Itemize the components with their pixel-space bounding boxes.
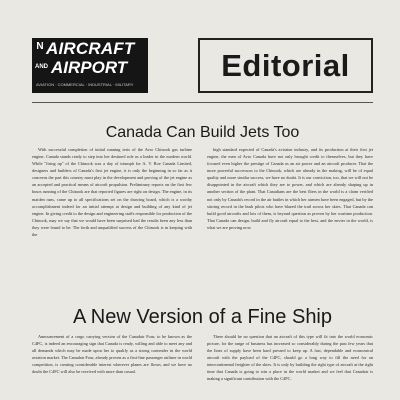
article1-left-column	[32, 146, 192, 296]
section-title: Editorial	[221, 47, 350, 83]
article2-left-column	[32, 333, 192, 397]
article2-left-text: Announcement of a cargo carrying version of the Canadair Four, to be known as the C4FC, is indeed an encouraging sign that Canada is ready, willing and able to meet any and all demands which may be made upon her to qualify as a strong contender in the world aviation market. The Canadair Four, already proven as a first-line passenger airliner in world competition, is creating considerable interest wherever planes are flown, and we have no doubt the C4FC will also be received with more than casual.	[32, 334, 192, 375]
section-title-box	[198, 38, 373, 93]
masthead-tagline: AVIATION · COMMERCIAL · INDUSTRIAL · MILITARY	[36, 82, 134, 87]
logo-prefix: N	[36, 41, 44, 52]
header-divider	[32, 102, 373, 103]
masthead-title-line1: AIRCRAFT	[46, 39, 135, 58]
article1-headline: Canada Can Build Jets Too	[105, 124, 300, 141]
article2-headline: A New Version of a Fine Ship	[72, 306, 333, 328]
article2-right-text: There should be no question that an aircraft of this type will fit into the world economic picture, for the range of business has increased so considerably during the past few years that the lines of supply have been hard pressed to keep up. A fast, dependable and economical aircraft with the payload of the C4FC, should go a long way to fill the need for an intercontinental freighter of the skies. It is only by building the right type of aircraft at the right time that Canada is going to win a place in the world market and we feel that Canadair is making a significant contribution with the C4FC.	[207, 334, 373, 382]
masthead-title-line2: AIRPORT	[51, 58, 128, 77]
masthead-title-and: AND	[35, 64, 48, 70]
masthead-logo	[32, 38, 148, 93]
article1-right-text: high standard expected of Canada's aviation industry, and its production at their first jet engine, the men of Avro Canada have not only brought credit to themselves, but they have focused even higher the prestige of Canada as an air power and an aircraft producer. That the more powerful successors to the Chinook, which are already in the making, will be of equal quality and more similar success, we have no doubt. It is our conviction, too, that we will not be disappointed in the aircraft which they are to power, and which are already shaping up in another section of the plant. That Canadians are the best fliers in the world is a claim verified not only by Canada's record in the air battles in which her airmen have been engaged, but by the stirring record in the bush pilots who have blazed the trail across her skies. That Canada can build good aircrafts and lots of them, is beyond question as proven by her wartime production. That Canada can design, build and fly aircraft equal to the best, and the envier in the world, is what we are proving now.	[207, 147, 373, 230]
article2-right-column	[207, 333, 373, 397]
article1-right-column	[207, 146, 373, 296]
article1-left-text: With successful completion of initial running tests of the Avro Chinook gas turbine engine, Canada stands ready to step into her destined role as a leader in the modern world. While "firing up" of the Chinook was a day of triumph for A. V. Roe Canada Limited, designers and builders of Canada's first jet engine, it is only the beginning in so far as it concerns the part this country must play in the development and proving of the jet engine as an accepted and practical means of aircraft propulsion. Preliminary reports on the first few hours running of the Chinook are that reported figures are right on design. The engine, in its maiden runs, came up to all specifications set on the drawing board, which is a worthy accomplishment indeed for an initial attempt at design and building of any kind of jet engine. In giving credit to the design and engineering staffs responsible for production of the Chinook, may we say that we would have been surprised had the results been any less than they were found to be. The forth and unqualified success of the Chinook is in keeping with the	[32, 147, 192, 237]
